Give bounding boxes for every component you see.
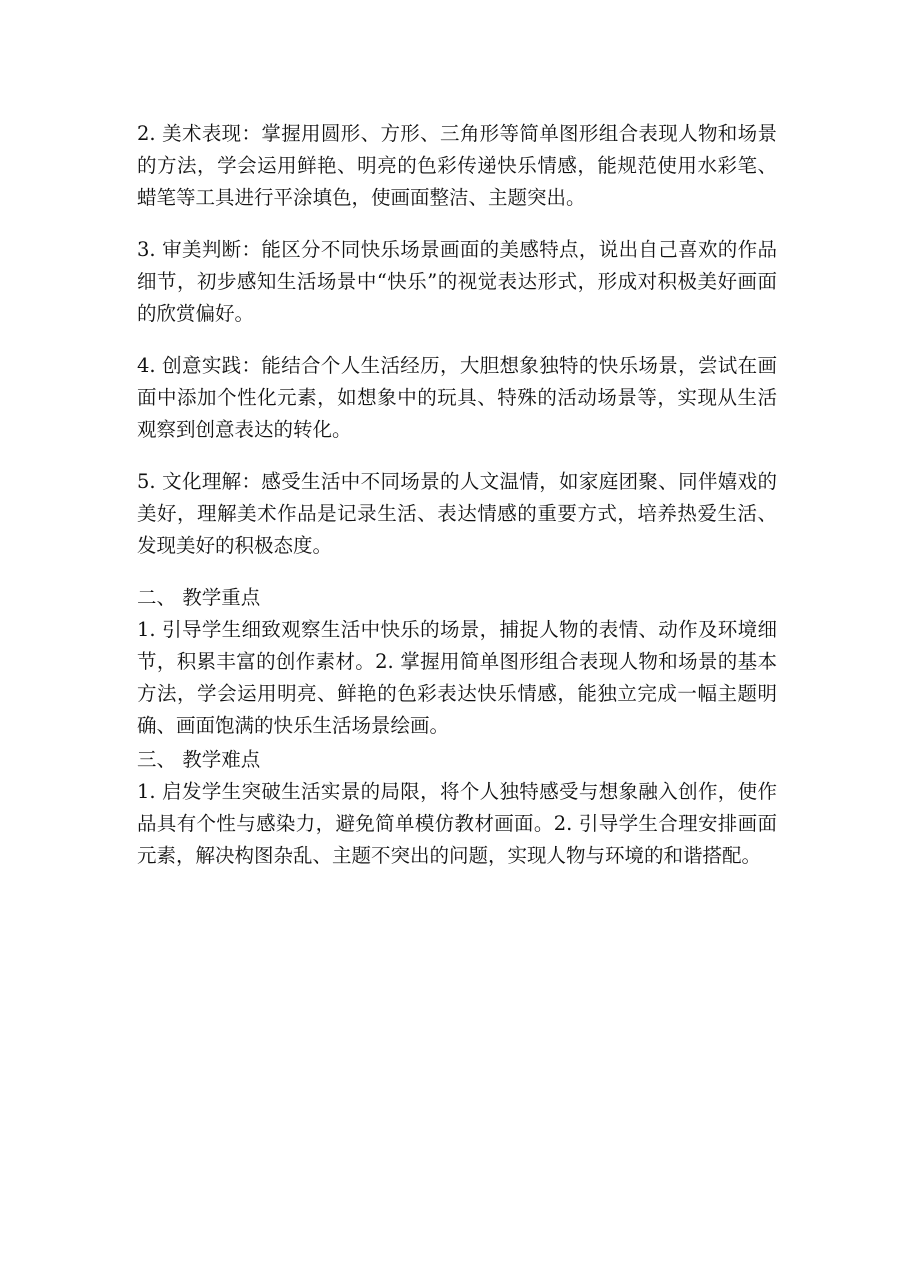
difficulties-heading: 三、 教学难点 bbox=[137, 748, 261, 771]
document-body bbox=[137, 118, 777, 872]
objective-art-expression: 2. 美术表现：掌握用圆形、方形、三角形等简单图形组合表现人物和场景的方法，学会运用鲜艳、明亮的色彩传递快乐情感，能规范使用水彩笔、蜡笔等工具进行平涂填色，使画面整洁、主题突出。 bbox=[137, 122, 777, 209]
key-points-text: 1. 引导学生细致观察生活中快乐的场景，捕捉人物的表情、动作及环境细节，积累丰富的创作素材。2. 掌握用简单图形组合表现人物和场景的基本方法，学会运用明亮、鲜艳的色彩表达快乐情感，能独立完成一幅主题明确、画面饱满的快乐生活场景绘画。 bbox=[137, 618, 777, 737]
objective-creative-practice: 4. 创意实践：能结合个人生活经历，大胆想象独特的快乐场景，尝试在画面中添加个性化元素，如想象中的玩具、特殊的活动场景等，实现从生活观察到创意表达的转化。 bbox=[137, 354, 777, 441]
objective-aesthetic-judgment: 3. 审美判断：能区分不同快乐场景画面的美感特点，说出自己喜欢的作品细节，初步感知生活场景中“快乐”的视觉表达形式，形成对积极美好画面的欣赏偏好。 bbox=[137, 238, 777, 325]
difficulties-text: 1. 启发学生突破生活实景的局限，将个人独特感受与想象融入创作，使作品具有个性与感染力，避免简单模仿教材画面。2. 引导学生合理安排画面元素，解决构图杂乱、主题不突出的问题，实现人物与环境的和谐搭配。 bbox=[137, 780, 777, 867]
key-points-heading: 二、 教学重点 bbox=[137, 586, 261, 609]
objective-cultural-understanding: 5. 文化理解：感受生活中不同场景的人文温情，如家庭团聚、同伴嬉戏的美好，理解美术作品是记录生活、表达情感的重要方式，培养热爱生活、发现美好的积极态度。 bbox=[137, 470, 777, 557]
